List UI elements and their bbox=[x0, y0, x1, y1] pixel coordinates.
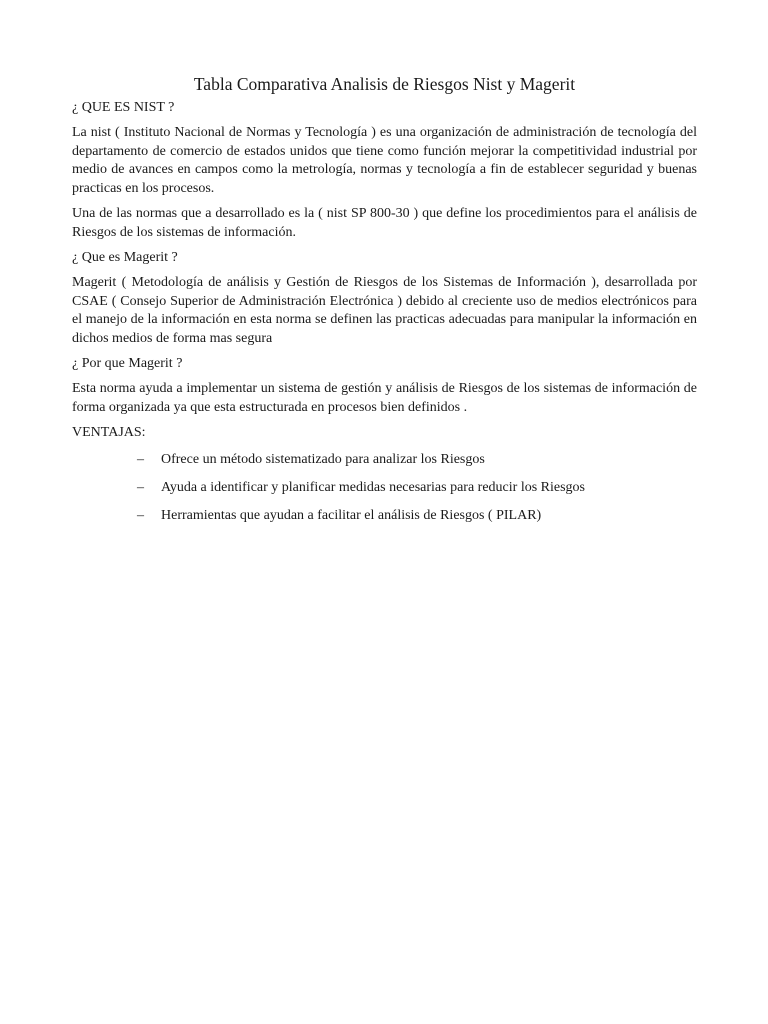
paragraph-nist-sp-800-30: Una de las normas que a desarrollado es la ( nist SP 800-30 ) que define los procedimientos para el análisis de Riesgos de los sistemas de información. bbox=[72, 206, 697, 240]
dash-bullet-icon: – bbox=[137, 480, 144, 495]
list-item-text: Ayuda a identificar y planificar medidas necesarias para reducir los Riesgos bbox=[161, 480, 585, 495]
paragraph-why-magerit: Esta norma ayuda a implementar un sistema de gestión y análisis de Riesgos de los sistemas de información de forma organizada ya que esta estructurada en procesos bien definidos . bbox=[72, 381, 697, 415]
list-item-text: Ofrece un método sistematizado para analizar los Riesgos bbox=[161, 452, 485, 467]
document-title: Tabla Comparativa Analisis de Riesgos Nist y Magerit bbox=[193, 74, 576, 94]
question-what-is-nist: ¿ QUE ES NIST ? bbox=[72, 100, 175, 115]
list-item-text: Herramientas que ayudan a facilitar el análisis de Riesgos ( PILAR) bbox=[161, 508, 542, 523]
dash-bullet-icon: – bbox=[137, 508, 144, 523]
paragraph-nist-definition: La nist ( Instituto Nacional de Normas y Tecnología ) es una organización de administración de tecnología del departamento de comercio de estados unidos que tiene como función mejorar la competitividad industrial por medio de avances en campos como la metrología, normas y tecnología a fin de establecer seguridad y buenas practicas en los procesos. bbox=[72, 125, 697, 196]
ventajas-heading: VENTAJAS: bbox=[72, 425, 146, 440]
dash-bullet-icon: – bbox=[137, 452, 144, 467]
question-what-is-magerit: ¿ Que es Magerit ? bbox=[72, 250, 178, 265]
paragraph-magerit-definition: Magerit ( Metodología de análisis y Gestión de Riesgos de los Sistemas de Información ), desarrollada por CSAE ( Consejo Superior de Administración Electrónica ) debido al creciente uso de medios electrónicos para el manejo de la información en esta norma se definen las practicas adecuadas para manipular la información en dichos medios de forma mas segura bbox=[72, 275, 697, 346]
question-why-magerit: ¿ Por que Magerit ? bbox=[72, 356, 183, 371]
